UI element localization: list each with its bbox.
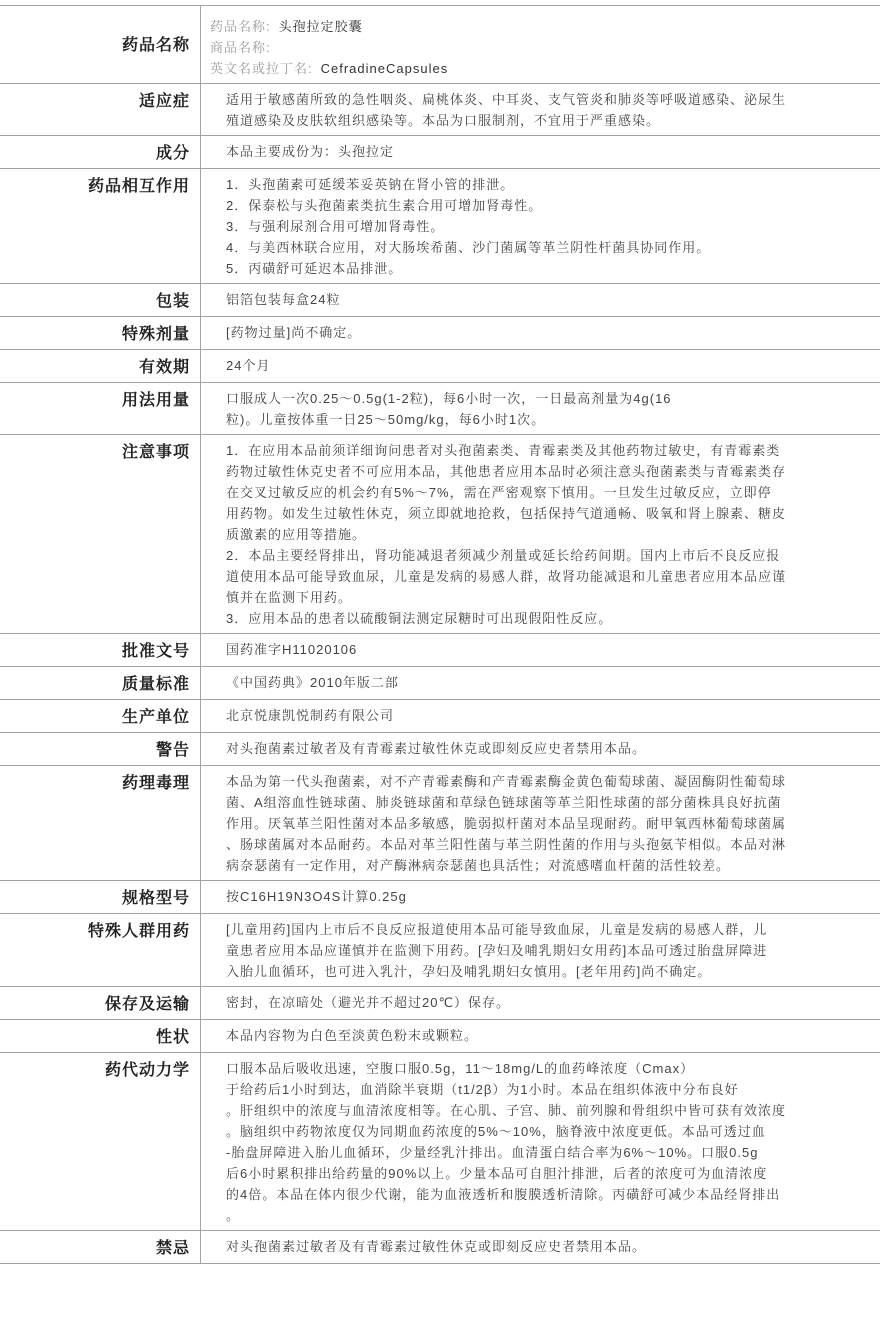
label-description: 性状	[155, 1027, 190, 1046]
label-manufacturer: 生产单位	[121, 707, 190, 726]
description-line: 本品内容物为白色至淡黄色粉末或颗粒。	[226, 1028, 479, 1043]
row-pharmacology-toxicology	[0, 766, 880, 881]
row-description	[0, 1020, 880, 1053]
content-approval-number	[200, 634, 880, 666]
content-specification	[200, 881, 880, 913]
manufacturer-line: 北京悦康凯悦制药有限公司	[226, 708, 395, 723]
row-shelf-life	[0, 350, 880, 383]
precautions-line: 药物过敏性休克史者不可应用本品，其他患者应用本品时必须注意头孢菌素类与青霉素类存	[226, 464, 787, 479]
usage-dosage-line: 粒)。儿童按体重一日25～50mg/kg，每6小时1次。	[226, 412, 546, 427]
row-usage-dosage	[0, 383, 880, 435]
label-storage-transport: 保存及运输	[104, 994, 190, 1013]
precautions-line: 质激素的应用等措施。	[226, 527, 367, 542]
label-drug-interactions: 药品相互作用	[87, 176, 190, 195]
special-populations-line: [儿童用药]国内上市后不良反应报道使用本品可能导致血尿，儿童是发病的易感人群，儿	[226, 922, 768, 937]
row-warning	[0, 733, 880, 766]
precautions-line: 用药物。如发生过敏性休克，须立即就地抢救，包括保持气道通畅、吸氧和肾上腺素、糖皮	[226, 506, 787, 521]
storage-transport-line: 密封，在凉暗处（避光并不超过20℃）保存。	[226, 995, 511, 1010]
pharmacology-toxicology-line: 菌、A组溶血性链球菌、肺炎链球菌和草绿色链球菌等革兰阳性球菌的部分菌株具良好抗菌	[226, 795, 782, 810]
label-pharmacology-toxicology: 药理毒理	[121, 773, 190, 792]
precautions-line: 3．应用本品的患者以硫酸铜法测定尿糖时可出现假阳性反应。	[226, 611, 613, 626]
precautions-line: 在交叉过敏反应的机会约有5%～7%，需在严密观察下慎用。一旦发生过敏反应，立即停	[226, 485, 772, 500]
content-contraindications	[200, 1231, 880, 1263]
content-drug-name	[200, 6, 880, 83]
drug-interactions-line: 5．丙磺舒可延迟本品排泄。	[226, 261, 403, 276]
row-quality-standard	[0, 667, 880, 700]
row-drug-interactions	[0, 169, 880, 284]
row-approval-number	[0, 634, 880, 667]
content-pharmacokinetics	[200, 1053, 880, 1230]
label-indications: 适应症	[138, 91, 190, 110]
label-usage-dosage: 用法用量	[121, 390, 190, 409]
packaging-line: 铝箔包装每盒24粒	[226, 292, 341, 307]
label-warning: 警告	[155, 740, 190, 759]
drug-interactions-line: 4．与美西林联合应用，对大肠埃希菌、沙门菌属等革兰阴性杆菌具协同作用。	[226, 240, 711, 255]
special-populations-line: 童患者应用本品应谨慎并在监测下用药。[孕妇及哺乳期妇女用药]本品可透过胎盘屏障进	[226, 943, 768, 958]
content-special-dosage	[200, 317, 880, 349]
drug-info-table	[0, 5, 880, 1264]
label-pharmacokinetics: 药代动力学	[104, 1060, 190, 1079]
generic-name-label: 药品名称:	[210, 19, 271, 34]
label-special-dosage: 特殊剂量	[121, 324, 190, 343]
content-precautions	[200, 435, 880, 633]
english-name-label: 英文名或拉丁名:	[210, 61, 313, 76]
precautions-line: 1．在应用本品前须详细询问患者对头孢菌素类、青霉素类及其他药物过敏史，有青霉素类	[226, 443, 781, 458]
pharmacokinetics-line: 。脑组织中药物浓度仅为同期血药浓度的5%～10%，脑脊液中浓度更低。本品可透过血	[226, 1124, 766, 1139]
label-packaging: 包装	[155, 291, 190, 310]
pharmacology-toxicology-line: 本品为第一代头孢菌素，对不产青霉素酶和产青霉素酶金黄色葡萄球菌、凝固酶阴性葡萄球	[226, 774, 787, 789]
content-storage-transport	[200, 987, 880, 1019]
drug-interactions-line: 2．保泰松与头孢菌素类抗生素合用可增加肾毒性。	[226, 198, 543, 213]
pharmacokinetics-line: 的4倍。本品在体内很少代谢，能为血液透析和腹膜透析清除。丙磺舒可减少本品经肾排出	[226, 1187, 781, 1202]
label-special-populations: 特殊人群用药	[87, 921, 190, 940]
pharmacokinetics-line: 。	[226, 1208, 241, 1223]
english-name-line	[210, 58, 880, 79]
specification-line: 按C16H19N3O4S计算0.25g	[226, 889, 407, 904]
row-pharmacokinetics	[0, 1053, 880, 1231]
row-ingredients	[0, 136, 880, 169]
precautions-line: 慎并在监测下用药。	[226, 590, 353, 605]
shelf-life-line: 24个月	[226, 358, 271, 373]
content-indications	[200, 84, 880, 135]
english-name-value: CefradineCapsules	[320, 61, 449, 76]
content-ingredients	[200, 136, 880, 168]
row-special-populations	[0, 914, 880, 987]
warning-line: 对头孢菌素过敏者及有青霉素过敏性休克或即刻反应史者禁用本品。	[226, 741, 647, 756]
label-drug-name: 药品名称	[121, 35, 190, 54]
row-storage-transport	[0, 987, 880, 1020]
precautions-line: 道使用本品可能导致血尿，儿童是发病的易感人群，故肾功能减退和儿童患者应用本品应谨	[226, 569, 787, 584]
content-manufacturer	[200, 700, 880, 732]
content-description	[200, 1020, 880, 1052]
contraindications-line: 对头孢菌素过敏者及有青霉素过敏性休克或即刻反应史者禁用本品。	[226, 1239, 647, 1254]
approval-number-line: 国药准字H11020106	[226, 642, 358, 657]
special-dosage-line: [药物过量]尚不确定。	[226, 325, 362, 340]
pharmacokinetics-line: 口服本品后吸收迅速，空腹口服0.5g，11～18mg/L的血药峰浓度（Cmax）	[226, 1061, 695, 1076]
indications-line: 殖道感染及皮肤软组织感染等。本品为口服制剂，不宜用于严重感染。	[226, 113, 661, 128]
indications-line: 适用于敏感菌所致的急性咽炎、扁桃体炎、中耳炎、支气管炎和肺炎等呼吸道感染、泌尿生	[226, 92, 787, 107]
content-packaging	[200, 284, 880, 316]
quality-standard-line: 《中国药典》2010年版二部	[226, 675, 399, 690]
precautions-line: 2．本品主要经肾排出，肾功能减退者须减少剂量或延长给药间期。国内上市后不良反应报	[226, 548, 781, 563]
content-special-populations	[200, 914, 880, 986]
pharmacology-toxicology-line: 作用。厌氧革兰阳性菌对本品多敏感，脆弱拟杆菌对本品呈现耐药。耐甲氧西林葡萄球菌属	[226, 816, 787, 831]
row-manufacturer	[0, 700, 880, 733]
usage-dosage-line: 口服成人一次0.25～0.5g(1-2粒)，每6小时一次，一日最高剂量为4g(16	[226, 391, 672, 406]
label-shelf-life: 有效期	[138, 357, 190, 376]
drug-interactions-line: 1．头孢菌素可延缓苯妥英钠在肾小管的排泄。	[226, 177, 515, 192]
pharmacokinetics-line: 后6小时累积排出给药量的90%以上。少量本品可自胆汁排泄，后者的浓度可为血清浓度	[226, 1166, 768, 1181]
content-shelf-life	[200, 350, 880, 382]
content-warning	[200, 733, 880, 765]
trade-name-line	[210, 37, 880, 58]
trade-name-label: 商品名称:	[210, 40, 271, 55]
special-populations-line: 入胎儿血循环，也可进入乳汁，孕妇及哺乳期妇女慎用。[老年用药]尚不确定。	[226, 964, 712, 979]
pharmacokinetics-line: -胎盘屏障进入胎儿血循环，少量经乳汁排出。血清蛋白结合率为6%～10%。口服0.5g	[226, 1145, 759, 1160]
label-specification: 规格型号	[121, 888, 190, 907]
row-precautions	[0, 435, 880, 634]
content-usage-dosage	[200, 383, 880, 434]
row-indications	[0, 84, 880, 136]
content-drug-interactions	[200, 169, 880, 283]
row-packaging	[0, 284, 880, 317]
row-drug-name	[0, 6, 880, 84]
label-ingredients: 成分	[155, 143, 190, 162]
generic-name-value: 头孢拉定胶囊	[278, 19, 363, 34]
pharmacokinetics-line: 于给药后1小时到达，血消除半衰期（t1/2β）为1小时。本品在组织体液中分布良好	[226, 1082, 739, 1097]
content-quality-standard	[200, 667, 880, 699]
pharmacokinetics-line: 。肝组织中的浓度与血清浓度相等。在心肌、子宫、肺、前列腺和骨组织中皆可获有效浓度	[226, 1103, 787, 1118]
generic-name-line	[210, 16, 880, 37]
label-precautions: 注意事项	[121, 442, 190, 461]
row-contraindications	[0, 1231, 880, 1264]
row-special-dosage	[0, 317, 880, 350]
label-approval-number: 批准文号	[121, 641, 190, 660]
drug-interactions-line: 3．与强利尿剂合用可增加肾毒性。	[226, 219, 445, 234]
pharmacology-toxicology-line: 、肠球菌属对本品耐药。本品对革兰阳性菌与革兰阴性菌的作用与头孢氨苄相似。本品对淋	[226, 837, 787, 852]
pharmacology-toxicology-line: 病奈瑟菌有一定作用，对产酶淋病奈瑟菌也具活性；对流感嗜血杆菌的活性较差。	[226, 858, 731, 873]
label-contraindications: 禁忌	[155, 1238, 190, 1257]
ingredients-line: 本品主要成份为：头孢拉定	[226, 144, 395, 159]
label-quality-standard: 质量标准	[121, 674, 190, 693]
row-specification	[0, 881, 880, 914]
content-pharmacology-toxicology	[200, 766, 880, 880]
